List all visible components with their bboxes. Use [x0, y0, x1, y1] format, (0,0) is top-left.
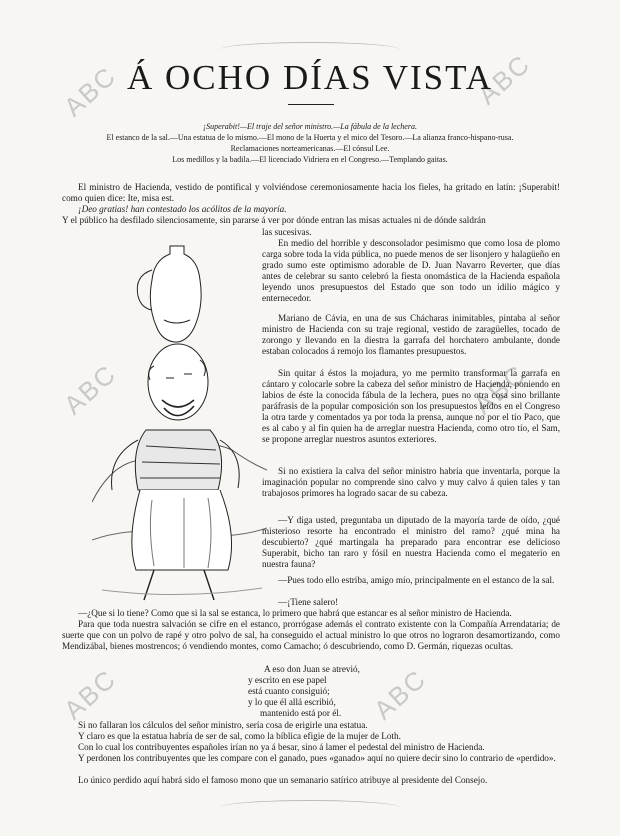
verse-line-5: mantenido está por él. — [260, 708, 342, 718]
watermark-mid-left: ABC — [58, 358, 123, 421]
narrow-paragraph-1: las sucesivas. — [262, 227, 312, 237]
narrow-paragraph-6: —Y diga usted, preguntaba un diputado de la mayoría tarde de oído, ¿qué misterioso resorte ha encontrado el ministro del ramo? ¿qué mina ha descubierto? ¿qué martingala ha preparado para encontrar ese delicioso Superabit, bicho tan raro y fósil en nuestra Hacienda como el megaterio en nuestra fauna? — [262, 515, 560, 569]
verse-line-2: y escrito en ese papel — [248, 675, 327, 685]
watermark-arc-top — [220, 42, 400, 57]
closing-paragraph-5: Lo único perdido aquí habrá sido el famoso mono que un semanario satírico atribuye al presidente del Consejo. — [78, 775, 488, 785]
narrow-paragraph-3: Mariano de Cávia, en una de sus Chácharas inimitables, pintaba al señor ministro de Hacienda con su traje regional, vestido de zaragüelles, tocado de zorongo y llevando en la diestra la garrafa del horchatero ambulante, donde estaban colocados á remojo los flamantes presupuestos. — [262, 313, 560, 356]
narrow-paragraph-7: —Pues todo ello estriba, amigo mío, principalmente en el estanco de la sal. — [278, 575, 555, 585]
caricature-illustration — [92, 240, 267, 605]
verse-line-1: A eso don Juan se atrevió, — [264, 664, 360, 674]
summary-line-3: Reclamaciones norteamericanas.—El cónsul Lee. — [230, 144, 390, 153]
narrow-paragraph-5: Si no existiera la calva del señor ministro habría que inventarla, porque la imaginación popular no comprende sino calvo y muy calvo á quien tales y tan trabajosos primores ha logrado sacar de su cabeza. — [262, 466, 560, 498]
wide-paragraph-2: Para que toda nuestra salvación se cifre en el estanco, prorrógase además el contrato existente con la Compañía Arrendataria; de suerte que con un polvo de rapé y otro polvo de sal, ha conseguido el actual ministro lo que otros no lograron desamortizando, como Mendizábal, bienes mostrencos; ó vendiendo montes, como Camacho; ó descubriendo, como D. Germán, riquezas ocultas. — [62, 619, 560, 651]
summary-line-1: ¡Superabit!—El traje del señor ministro.—La fábula de la lechera. — [203, 122, 417, 131]
wide-paragraph-1: —¿Que si lo tiene? Como que si la sal se estanca, lo primero que habrá que estancar es al señor ministro de Hacienda. — [78, 608, 512, 618]
watermark-arc-bottom — [220, 800, 400, 815]
page-title: Á OCHO DÍAS VISTA — [127, 58, 493, 97]
watermark-top-left: ABC — [58, 60, 123, 123]
summary-line-4: Los medillos y la badila.—El licenciado Vidriera en el Congreso.—Templando gaitas. — [172, 155, 448, 164]
intro-paragraph-3: Y el público ha desfilado silenciosamente, sin pararse á ver por dónde entran las misas actuales ni de dónde saldrán — [62, 215, 486, 225]
title-rule — [288, 104, 334, 105]
verse-block — [248, 664, 548, 719]
watermark-mid-right: ABC — [468, 358, 533, 421]
narrow-paragraph-2: En medio del horrible y desconsolador pesimismo que como losa de plomo carga sobre toda la vida pública, no puede menos de ser lisonjero y halagüeño en grado sumo este optimismo adorable de D. Juan Navarro Reverter, que días antes de celebrar su santo celebró la fiesta onomástica de la Hacienda española leyendo unos presupuestos del Estado que son todo un idilio mágico y enternecedor. — [262, 238, 560, 303]
watermark-bottom-center: ABC — [368, 663, 433, 726]
closing-paragraph-1: Si no fallaran los cálculos del señor ministro, sería cosa de erigirle una estatua. — [78, 720, 368, 730]
closing-paragraph-2: Y claro es que la estatua habría de ser de sal, como la bíblica efigie de la mujer de Loth. — [78, 731, 401, 741]
closing-paragraph-4: Y perdonen los contribuyentes que les compare con el ganado, pues «ganado» aquí no quiere decir sino lo contrario de «perdido». — [78, 753, 556, 763]
narrow-paragraph-8: —¡Tiene salero! — [278, 597, 339, 607]
intro-paragraph-2: ¡Deo gratias! han contestado los acólitos de la mayoría. — [78, 204, 287, 214]
verse-line-4: y lo que él allá escribió, — [248, 697, 336, 707]
verse-line-3: está cuanto consiguió; — [248, 686, 330, 696]
watermark-top-right: ABC — [472, 48, 537, 111]
narrow-paragraph-4: Sin quitar á éstos la mojadura, yo me permito transformar la garrafa en cántaro y colocarle sobre la cabeza del señor ministro de Hacienda, poniendo en labios de éste la conocida fábula de la lechera, pues no otra cosa sino brillante paráfrasis de la popular composición son los presupuestos leídos en el Congreso la otra tarde y comentados ya por toda la prensa, aunque no por el tío Paco, que es al cabo y al fin quien ha de arreglar nuestra Hacienda, como otro tío, el Sam, se propone arreglar nuestros asuntos exteriores. — [262, 368, 560, 444]
intro-paragraph-1: El ministro de Hacienda, vestido de pontifical y volviéndose ceremoniosamente hacia los fieles, ha gritado en latín: ¡Superabit! como quien dice: Ite, misa est. — [62, 182, 560, 203]
watermark-bottom-left: ABC — [58, 663, 123, 726]
closing-paragraph-3: Con lo cual los contribuyentes españoles irían no ya á besar, sino á lamer el pedestal del ministro de Hacienda. — [78, 742, 485, 752]
summary-line-2: El estanco de la sal.—Una estatua de lo mismo.—El mono de la Huerta y el mico del Tesoro.—La alianza franco-hispano-rusa. — [106, 133, 514, 142]
